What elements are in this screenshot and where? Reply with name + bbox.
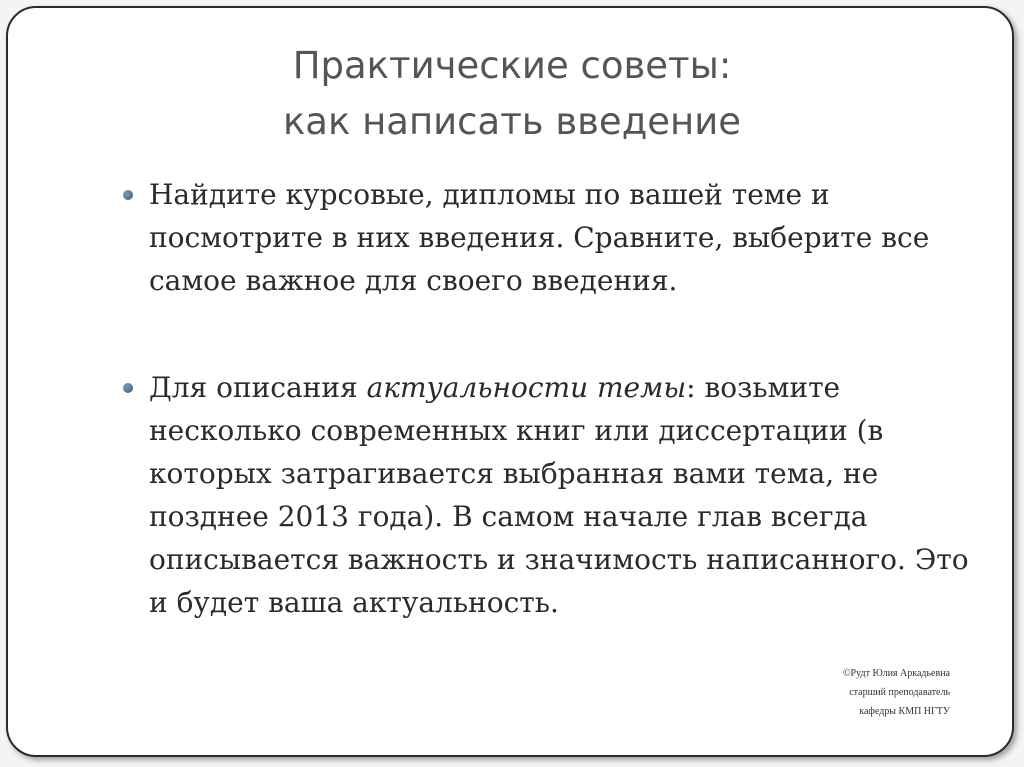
slide-title-line-2: как написать введение — [282, 100, 742, 143]
slide-frame — [6, 6, 1014, 757]
credit-department: кафедры КМП НГТУ — [859, 706, 950, 717]
bullet-text-after: : возьмите несколько современных книг или диссертации (в которых затрагивается выбранная вами тема, не позднее 2013 года). В самом начале глав всегда описывается важность и значимость написанного. Это и будет ваша актуальность. — [149, 371, 969, 619]
bullet-text-emphasis: актуальности темы — [366, 371, 687, 404]
author-credit — [843, 664, 950, 721]
slide-title — [8, 38, 1016, 150]
credit-position: старший преподаватель — [849, 687, 950, 698]
credit-author: ©Рудт Юлия Аркадьевна — [842, 668, 950, 679]
bullet-text: Найдите курсовые, дипломы по вашей теме и посмотрите в них введения. Сравните, выберите все самое важное для своего введения. — [149, 178, 930, 297]
bullet-dot-icon — [123, 383, 133, 393]
bullet-list — [123, 173, 973, 624]
bullet-item-find-examples — [123, 173, 973, 302]
bullet-text-before: Для описания — [149, 371, 367, 404]
bullet-dot-icon — [123, 190, 133, 200]
bullet-item-relevance — [123, 366, 973, 624]
slide-title-line-1: Практические советы: — [292, 44, 732, 87]
